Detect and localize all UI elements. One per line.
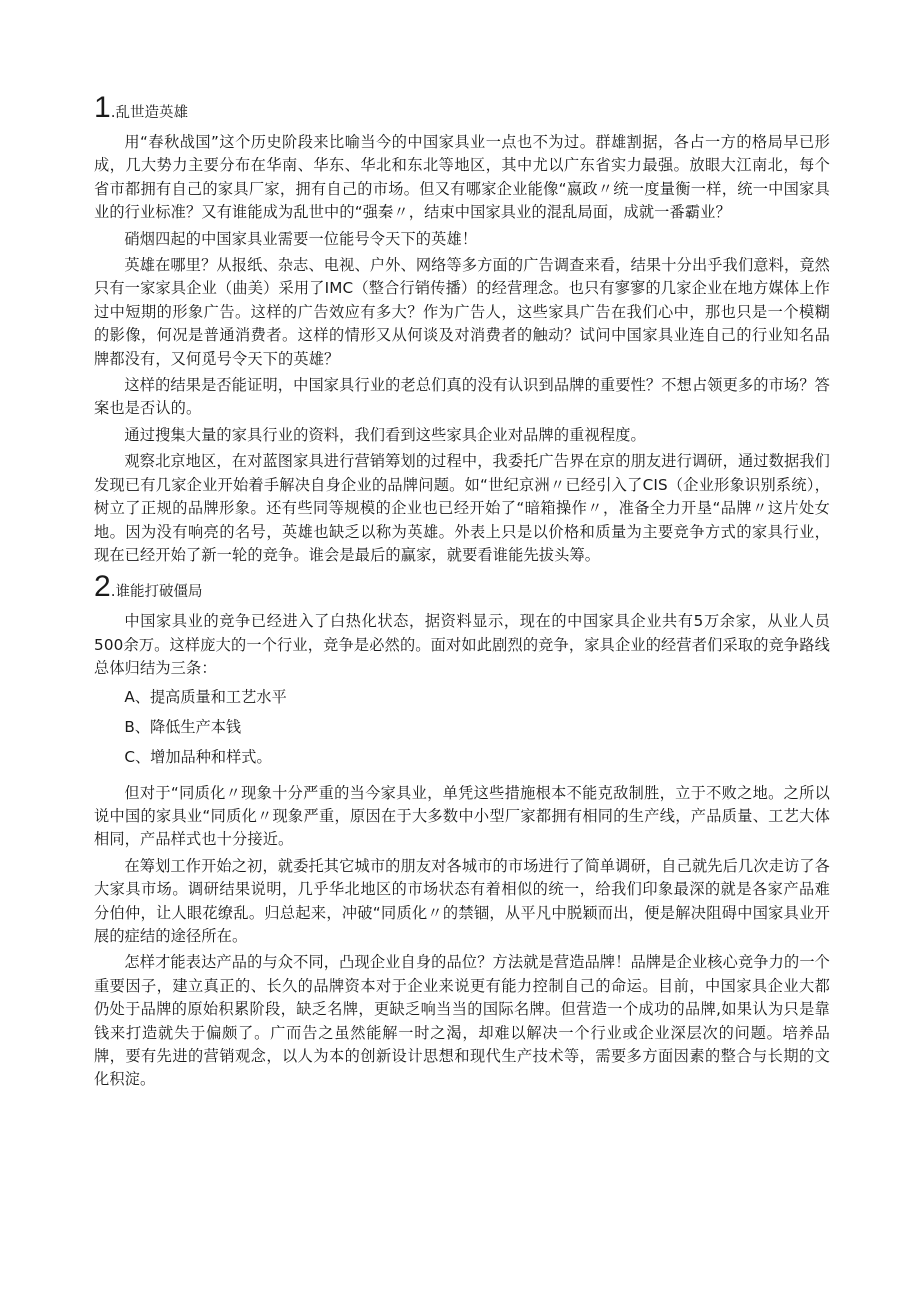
section-title: 乱世造英雄 bbox=[115, 105, 188, 121]
section-heading-2 bbox=[94, 567, 830, 607]
paragraph: 中国家具业的竞争已经进入了白热化状态，据资料显示，现在的中国家具企业共有5万余家，从业人员500余万。这样庞大的一个行业，竞争是必然的。面对如此剧烈的竞争，家具企业的经营者们采取的竞争路线总体归结为三条： bbox=[94, 612, 830, 678]
paragraph: 怎样才能表达产品的与众不同，凸现企业自身的品位？方法就是营造品牌！品牌是企业核心竞争力的一个重要因子，建立真正的、长久的品牌资本对于企业来说更有能力控制自己的命运。目前，中国家具企业大都仍处于品牌的原始积累阶段，缺乏名牌，更缺乏响当当的国际名牌。但营造一个成功的品牌,如果认为只是靠钱来打造就失于偏颇了。广而告之虽然能解一时之渴，却难以解决一个行业或企业深层次的问题。培养品牌，要有先进的营销观念，以人为本的创新设计思想和现代生产技术等，需要多方面因素的整合与长期的文化积淀。 bbox=[94, 953, 830, 1089]
paragraph: 用“春秋战国”这个历史阶段来比喻当今的中国家具业一点也不为过。群雄割据，各占一方的格局早已形成，几大势力主要分布在华南、华东、华北和东北等地区，其中尤以广东省实力最强。放眼大江南北，每个省市都拥有自己的家具厂家，拥有自己的市场。但又有哪家企业能像“嬴政〃统一度量衡一样，统一中国家具业的行业标准？又有谁能成为乱世中的“强秦〃，结束中国家具业的混乱局面，成就一番霸业？ bbox=[94, 133, 830, 222]
list-item: B、降低生产本钱 bbox=[124, 717, 242, 736]
paragraph: 这样的结果是否能证明，中国家具行业的老总们真的没有认识到品牌的重要性？不想占领更多的市场？答案也是否认的。 bbox=[94, 376, 830, 418]
section-separator: . bbox=[110, 582, 116, 601]
spacer bbox=[94, 771, 830, 779]
section-number: 1 bbox=[94, 91, 110, 124]
document-body bbox=[94, 88, 830, 1092]
section-title: 谁能打破僵局 bbox=[115, 584, 203, 601]
paragraph: 在筹划工作开始之初，就委托其它城市的朋友对各城市的市场进行了简单调研，自己就先后几次走访了各大家具市场。调研结果说明，几乎华北地区的市场状态有着相似的统一，给我们印象最深的就是各家产品难分伯仲，让人眼花缭乱。归总起来，冲破“同质化〃的禁锢，从平凡中脱颖而出，便是解决阻碍中国家具业开展的症结的途径所在。 bbox=[94, 856, 830, 945]
section-heading-1 bbox=[94, 88, 830, 128]
paragraph: 通过搜集大量的家具行业的资料，我们看到这些家具企业对品牌的重视程度。 bbox=[124, 425, 646, 444]
paragraph: 但对于“同质化〃现象十分严重的当今家具业，单凭这些措施根本不能克敌制胜，立于不败之地。之所以说中国的家具业“同质化〃现象严重，原因在于大多数中小型厂家都拥有相同的生产线，产品质量、工艺大体相同，产品样式也十分接近。 bbox=[94, 783, 830, 849]
paragraph: 观察北京地区，在对蓝图家具进行营销筹划的过程中，我委托广告界在京的朋友进行调研，通过数据我们发现已有几家企业开始着手解决自身企业的品牌问题。如“世纪京洲〃已经引入了CIS（企业形象识别系统），树立了正规的品牌形象。还有些同等规模的企业也已经开始了“暗箱操作〃，准备全力开垦“品牌〃这片处女地。因为没有响亮的名号，英雄也缺乏以称为英雄。外表上只是以价格和质量为主要竞争方式的家具行业，现在已经开始了新一轮的竞争。谁会是最后的赢家，就要看谁能先拔头筹。 bbox=[94, 452, 830, 564]
paragraph: 硝烟四起的中国家具业需要一位能号令天下的英雄！ bbox=[124, 229, 478, 248]
paragraph: 英雄在哪里？从报纸、杂志、电视、户外、网络等多方面的广告调查来看，结果十分出乎我们意料，竟然只有一家家具企业（曲美）采用了IMC（整合行销传播）的经营理念。也只有寥寥的几家企业在地方媒体上作过中短期的形象广告。这样的广告效应有多大？作为广告人，这些家具广告在我们心中，那也只是一个模糊的影像，何况是普通消费者。这样的情形又从何谈及对消费者的触动？试问中国家具业连自己的行业知名品牌都没有，又何觅号令天下的英雄？ bbox=[94, 256, 830, 368]
section-number: 2 bbox=[94, 570, 110, 604]
section-separator: . bbox=[110, 103, 116, 121]
list-item: A、提高质量和工艺水平 bbox=[124, 687, 287, 706]
list-item: C、增加品种和样式。 bbox=[124, 747, 272, 766]
